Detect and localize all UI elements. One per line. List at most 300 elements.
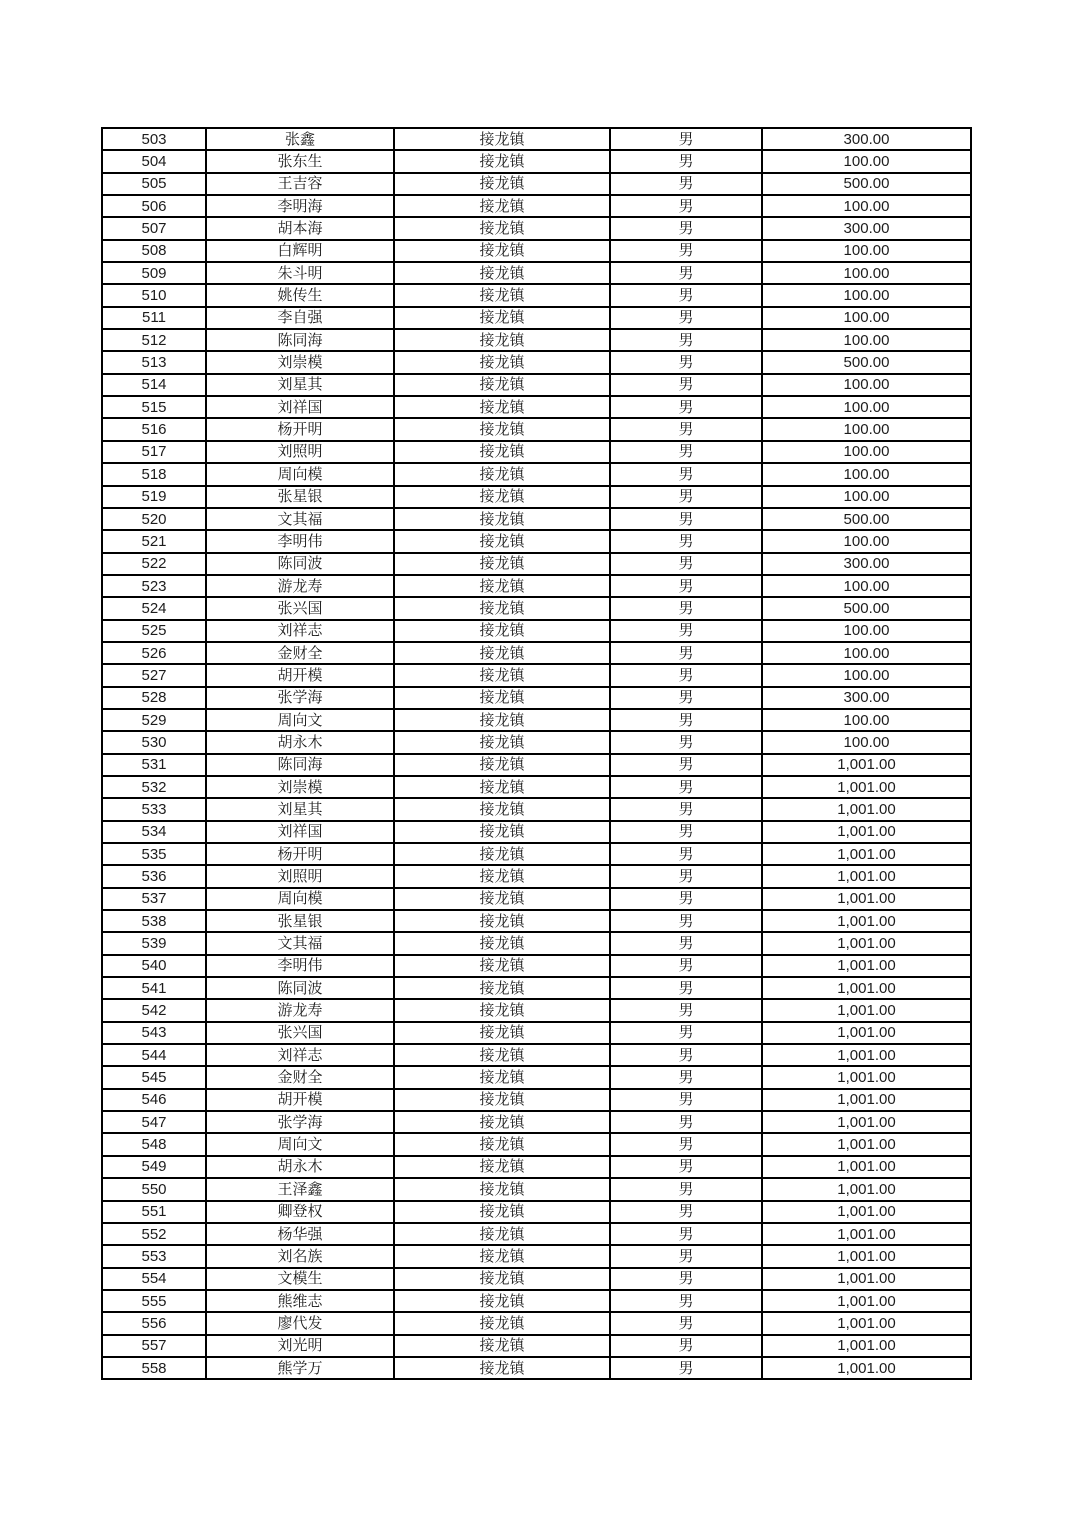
cell-row-number: 506 [102,195,206,217]
cell-name: 周向文 [206,1133,394,1155]
table-row [102,396,971,418]
cell-gender: 男 [610,1044,762,1066]
cell-amount: 1,001.00 [762,955,971,977]
cell-amount: 100.00 [762,195,971,217]
cell-name: 陈同波 [206,553,394,575]
cell-gender: 男 [610,776,762,798]
table-row [102,463,971,485]
cell-row-number: 530 [102,731,206,753]
cell-gender: 男 [610,173,762,195]
cell-gender: 男 [610,1290,762,1312]
cell-amount: 100.00 [762,441,971,463]
cell-gender: 男 [610,754,762,776]
table-row [102,441,971,463]
cell-town: 接龙镇 [394,620,610,642]
cell-row-number: 512 [102,329,206,351]
cell-row-number: 557 [102,1335,206,1357]
cell-amount: 500.00 [762,508,971,530]
cell-row-number: 517 [102,441,206,463]
cell-town: 接龙镇 [394,575,610,597]
cell-name: 廖代发 [206,1312,394,1334]
cell-gender: 男 [610,262,762,284]
table-row [102,1178,971,1200]
cell-row-number: 524 [102,597,206,619]
cell-town: 接龙镇 [394,664,610,686]
cell-gender: 男 [610,977,762,999]
table-row [102,575,971,597]
table-row [102,731,971,753]
cell-name: 胡本海 [206,217,394,239]
cell-town: 接龙镇 [394,418,610,440]
cell-town: 接龙镇 [394,217,610,239]
cell-row-number: 514 [102,374,206,396]
cell-gender: 男 [610,1111,762,1133]
table-row [102,955,971,977]
cell-amount: 1,001.00 [762,999,971,1021]
cell-amount: 1,001.00 [762,1201,971,1223]
table-row [102,1268,971,1290]
cell-row-number: 523 [102,575,206,597]
cell-amount: 1,001.00 [762,1178,971,1200]
cell-row-number: 540 [102,955,206,977]
cell-name: 李自强 [206,307,394,329]
cell-amount: 1,001.00 [762,1290,971,1312]
cell-gender: 男 [610,195,762,217]
table-row [102,821,971,843]
cell-row-number: 554 [102,1268,206,1290]
cell-amount: 1,001.00 [762,821,971,843]
cell-row-number: 503 [102,128,206,150]
cell-row-number: 543 [102,1022,206,1044]
cell-name: 熊维志 [206,1290,394,1312]
table-row [102,508,971,530]
table-row [102,1022,971,1044]
table-row [102,1156,971,1178]
cell-amount: 100.00 [762,664,971,686]
cell-amount: 100.00 [762,262,971,284]
cell-gender: 男 [610,1268,762,1290]
table-row [102,754,971,776]
table-row [102,351,971,373]
cell-name: 周向文 [206,709,394,731]
cell-name: 文其福 [206,932,394,954]
cell-gender: 男 [610,575,762,597]
table-row [102,1089,971,1111]
cell-town: 接龙镇 [394,776,610,798]
cell-row-number: 537 [102,888,206,910]
table-row [102,1357,971,1379]
cell-amount: 300.00 [762,217,971,239]
table-row [102,1201,971,1223]
cell-town: 接龙镇 [394,798,610,820]
cell-row-number: 538 [102,910,206,932]
cell-town: 接龙镇 [394,240,610,262]
cell-amount: 100.00 [762,575,971,597]
table-row [102,1245,971,1267]
cell-gender: 男 [610,1066,762,1088]
cell-name: 刘祥国 [206,821,394,843]
cell-gender: 男 [610,731,762,753]
cell-name: 游龙寿 [206,575,394,597]
table-row [102,1335,971,1357]
cell-name: 文模生 [206,1268,394,1290]
cell-amount: 100.00 [762,731,971,753]
cell-town: 接龙镇 [394,1133,610,1155]
table-row [102,284,971,306]
cell-name: 陈同海 [206,754,394,776]
cell-town: 接龙镇 [394,754,610,776]
cell-amount: 300.00 [762,553,971,575]
cell-amount: 1,001.00 [762,1066,971,1088]
cell-town: 接龙镇 [394,1245,610,1267]
cell-name: 刘照明 [206,441,394,463]
table-row [102,865,971,887]
cell-row-number: 539 [102,932,206,954]
cell-row-number: 536 [102,865,206,887]
cell-name: 王泽鑫 [206,1178,394,1200]
cell-amount: 100.00 [762,150,971,172]
cell-gender: 男 [610,374,762,396]
cell-amount: 1,001.00 [762,910,971,932]
cell-town: 接龙镇 [394,709,610,731]
table-row [102,776,971,798]
cell-name: 李明海 [206,195,394,217]
cell-name: 刘祥国 [206,396,394,418]
table-row [102,418,971,440]
cell-gender: 男 [610,128,762,150]
cell-name: 刘崇模 [206,776,394,798]
cell-gender: 男 [610,441,762,463]
table-row [102,173,971,195]
cell-amount: 1,001.00 [762,1357,971,1379]
table-row [102,687,971,709]
cell-row-number: 504 [102,150,206,172]
cell-gender: 男 [610,240,762,262]
cell-name: 金财全 [206,1066,394,1088]
cell-row-number: 522 [102,553,206,575]
cell-amount: 100.00 [762,709,971,731]
cell-amount: 1,001.00 [762,1245,971,1267]
cell-name: 张星银 [206,910,394,932]
cell-name: 张学海 [206,1111,394,1133]
cell-name: 文其福 [206,508,394,530]
cell-gender: 男 [610,999,762,1021]
cell-amount: 100.00 [762,463,971,485]
cell-gender: 男 [610,463,762,485]
table-row [102,329,971,351]
table-row [102,307,971,329]
cell-gender: 男 [610,1089,762,1111]
cell-amount: 100.00 [762,486,971,508]
cell-amount: 1,001.00 [762,776,971,798]
cell-name: 胡永木 [206,1156,394,1178]
cell-row-number: 526 [102,642,206,664]
cell-name: 周向模 [206,888,394,910]
cell-amount: 1,001.00 [762,977,971,999]
table-row [102,620,971,642]
cell-gender: 男 [610,1178,762,1200]
cell-amount: 1,001.00 [762,1089,971,1111]
table-row [102,486,971,508]
table-body [102,128,971,1379]
cell-row-number: 510 [102,284,206,306]
table-row [102,195,971,217]
cell-name: 刘星其 [206,798,394,820]
cell-town: 接龙镇 [394,955,610,977]
cell-gender: 男 [610,1201,762,1223]
cell-row-number: 508 [102,240,206,262]
cell-gender: 男 [610,1022,762,1044]
cell-name: 杨华强 [206,1223,394,1245]
cell-town: 接龙镇 [394,1335,610,1357]
cell-gender: 男 [610,508,762,530]
cell-town: 接龙镇 [394,731,610,753]
cell-name: 张东生 [206,150,394,172]
cell-name: 刘祥志 [206,1044,394,1066]
cell-row-number: 547 [102,1111,206,1133]
cell-gender: 男 [610,932,762,954]
cell-town: 接龙镇 [394,999,610,1021]
cell-name: 张星银 [206,486,394,508]
cell-row-number: 525 [102,620,206,642]
cell-gender: 男 [610,888,762,910]
table-row [102,910,971,932]
cell-row-number: 509 [102,262,206,284]
cell-row-number: 521 [102,530,206,552]
cell-town: 接龙镇 [394,508,610,530]
cell-gender: 男 [610,530,762,552]
cell-gender: 男 [610,664,762,686]
cell-amount: 1,001.00 [762,888,971,910]
roster-table [101,127,972,1380]
cell-row-number: 551 [102,1201,206,1223]
table-row [102,240,971,262]
cell-row-number: 548 [102,1133,206,1155]
cell-name: 刘照明 [206,865,394,887]
table-row [102,977,971,999]
cell-town: 接龙镇 [394,374,610,396]
cell-amount: 1,001.00 [762,1268,971,1290]
table-row [102,128,971,150]
cell-town: 接龙镇 [394,1312,610,1334]
cell-town: 接龙镇 [394,1178,610,1200]
cell-row-number: 519 [102,486,206,508]
cell-row-number: 533 [102,798,206,820]
cell-town: 接龙镇 [394,329,610,351]
cell-row-number: 558 [102,1357,206,1379]
cell-gender: 男 [610,597,762,619]
cell-row-number: 535 [102,843,206,865]
cell-name: 姚传生 [206,284,394,306]
cell-town: 接龙镇 [394,642,610,664]
cell-town: 接龙镇 [394,530,610,552]
cell-town: 接龙镇 [394,553,610,575]
cell-town: 接龙镇 [394,1268,610,1290]
cell-amount: 100.00 [762,530,971,552]
cell-town: 接龙镇 [394,486,610,508]
cell-town: 接龙镇 [394,687,610,709]
table-row [102,553,971,575]
cell-row-number: 505 [102,173,206,195]
cell-gender: 男 [610,217,762,239]
cell-name: 陈同海 [206,329,394,351]
cell-town: 接龙镇 [394,1044,610,1066]
cell-town: 接龙镇 [394,351,610,373]
cell-amount: 100.00 [762,642,971,664]
cell-amount: 1,001.00 [762,1223,971,1245]
cell-row-number: 541 [102,977,206,999]
cell-name: 胡永木 [206,731,394,753]
cell-amount: 1,001.00 [762,1156,971,1178]
cell-row-number: 549 [102,1156,206,1178]
cell-town: 接龙镇 [394,1290,610,1312]
cell-amount: 500.00 [762,173,971,195]
cell-row-number: 507 [102,217,206,239]
cell-name: 张兴国 [206,597,394,619]
cell-gender: 男 [610,1335,762,1357]
cell-amount: 100.00 [762,329,971,351]
cell-row-number: 532 [102,776,206,798]
cell-gender: 男 [610,1156,762,1178]
cell-amount: 100.00 [762,418,971,440]
cell-gender: 男 [610,307,762,329]
table-row [102,642,971,664]
cell-gender: 男 [610,843,762,865]
table-row [102,1133,971,1155]
cell-town: 接龙镇 [394,307,610,329]
cell-town: 接龙镇 [394,173,610,195]
cell-town: 接龙镇 [394,128,610,150]
cell-gender: 男 [610,396,762,418]
cell-name: 金财全 [206,642,394,664]
table-row [102,1223,971,1245]
cell-name: 胡开模 [206,664,394,686]
cell-name: 张鑫 [206,128,394,150]
cell-row-number: 528 [102,687,206,709]
cell-gender: 男 [610,798,762,820]
cell-town: 接龙镇 [394,977,610,999]
table-row [102,1111,971,1133]
cell-amount: 500.00 [762,351,971,373]
table-row [102,1044,971,1066]
table-row [102,709,971,731]
table-row [102,374,971,396]
cell-gender: 男 [610,329,762,351]
table-row [102,999,971,1021]
table-row [102,888,971,910]
table-row [102,843,971,865]
cell-amount: 100.00 [762,307,971,329]
cell-town: 接龙镇 [394,865,610,887]
cell-gender: 男 [610,955,762,977]
cell-name: 刘祥志 [206,620,394,642]
cell-town: 接龙镇 [394,843,610,865]
cell-town: 接龙镇 [394,195,610,217]
cell-town: 接龙镇 [394,1066,610,1088]
cell-gender: 男 [610,687,762,709]
cell-amount: 1,001.00 [762,932,971,954]
cell-town: 接龙镇 [394,932,610,954]
cell-gender: 男 [610,1133,762,1155]
cell-town: 接龙镇 [394,888,610,910]
cell-row-number: 511 [102,307,206,329]
table-row [102,1290,971,1312]
cell-row-number: 542 [102,999,206,1021]
cell-town: 接龙镇 [394,1201,610,1223]
cell-amount: 1,001.00 [762,1022,971,1044]
cell-town: 接龙镇 [394,1022,610,1044]
cell-amount: 1,001.00 [762,843,971,865]
cell-row-number: 553 [102,1245,206,1267]
cell-gender: 男 [610,1312,762,1334]
cell-row-number: 544 [102,1044,206,1066]
cell-name: 李明伟 [206,530,394,552]
cell-gender: 男 [610,284,762,306]
cell-gender: 男 [610,1245,762,1267]
cell-town: 接龙镇 [394,910,610,932]
cell-amount: 300.00 [762,687,971,709]
cell-town: 接龙镇 [394,150,610,172]
cell-row-number: 513 [102,351,206,373]
cell-gender: 男 [610,486,762,508]
table-row [102,1066,971,1088]
cell-gender: 男 [610,709,762,731]
cell-row-number: 529 [102,709,206,731]
table-row [102,217,971,239]
cell-row-number: 527 [102,664,206,686]
table-row [102,150,971,172]
cell-amount: 100.00 [762,240,971,262]
table-row [102,664,971,686]
cell-town: 接龙镇 [394,463,610,485]
cell-amount: 1,001.00 [762,1111,971,1133]
cell-row-number: 556 [102,1312,206,1334]
cell-name: 熊学万 [206,1357,394,1379]
table-row [102,597,971,619]
cell-name: 杨开明 [206,843,394,865]
cell-amount: 1,001.00 [762,1044,971,1066]
cell-town: 接龙镇 [394,1223,610,1245]
cell-amount: 100.00 [762,284,971,306]
table-row [102,262,971,284]
cell-gender: 男 [610,910,762,932]
cell-town: 接龙镇 [394,821,610,843]
cell-gender: 男 [610,553,762,575]
table-row [102,932,971,954]
cell-name: 陈同波 [206,977,394,999]
cell-row-number: 520 [102,508,206,530]
table-row [102,1312,971,1334]
cell-town: 接龙镇 [394,597,610,619]
cell-gender: 男 [610,1357,762,1379]
cell-town: 接龙镇 [394,1111,610,1133]
cell-gender: 男 [610,865,762,887]
cell-amount: 300.00 [762,128,971,150]
table-row [102,798,971,820]
cell-row-number: 546 [102,1089,206,1111]
cell-amount: 1,001.00 [762,865,971,887]
cell-amount: 100.00 [762,396,971,418]
cell-row-number: 515 [102,396,206,418]
cell-row-number: 545 [102,1066,206,1088]
cell-town: 接龙镇 [394,1357,610,1379]
cell-name: 张兴国 [206,1022,394,1044]
cell-gender: 男 [610,821,762,843]
cell-name: 朱斗明 [206,262,394,284]
cell-gender: 男 [610,620,762,642]
cell-row-number: 550 [102,1178,206,1200]
cell-amount: 100.00 [762,620,971,642]
